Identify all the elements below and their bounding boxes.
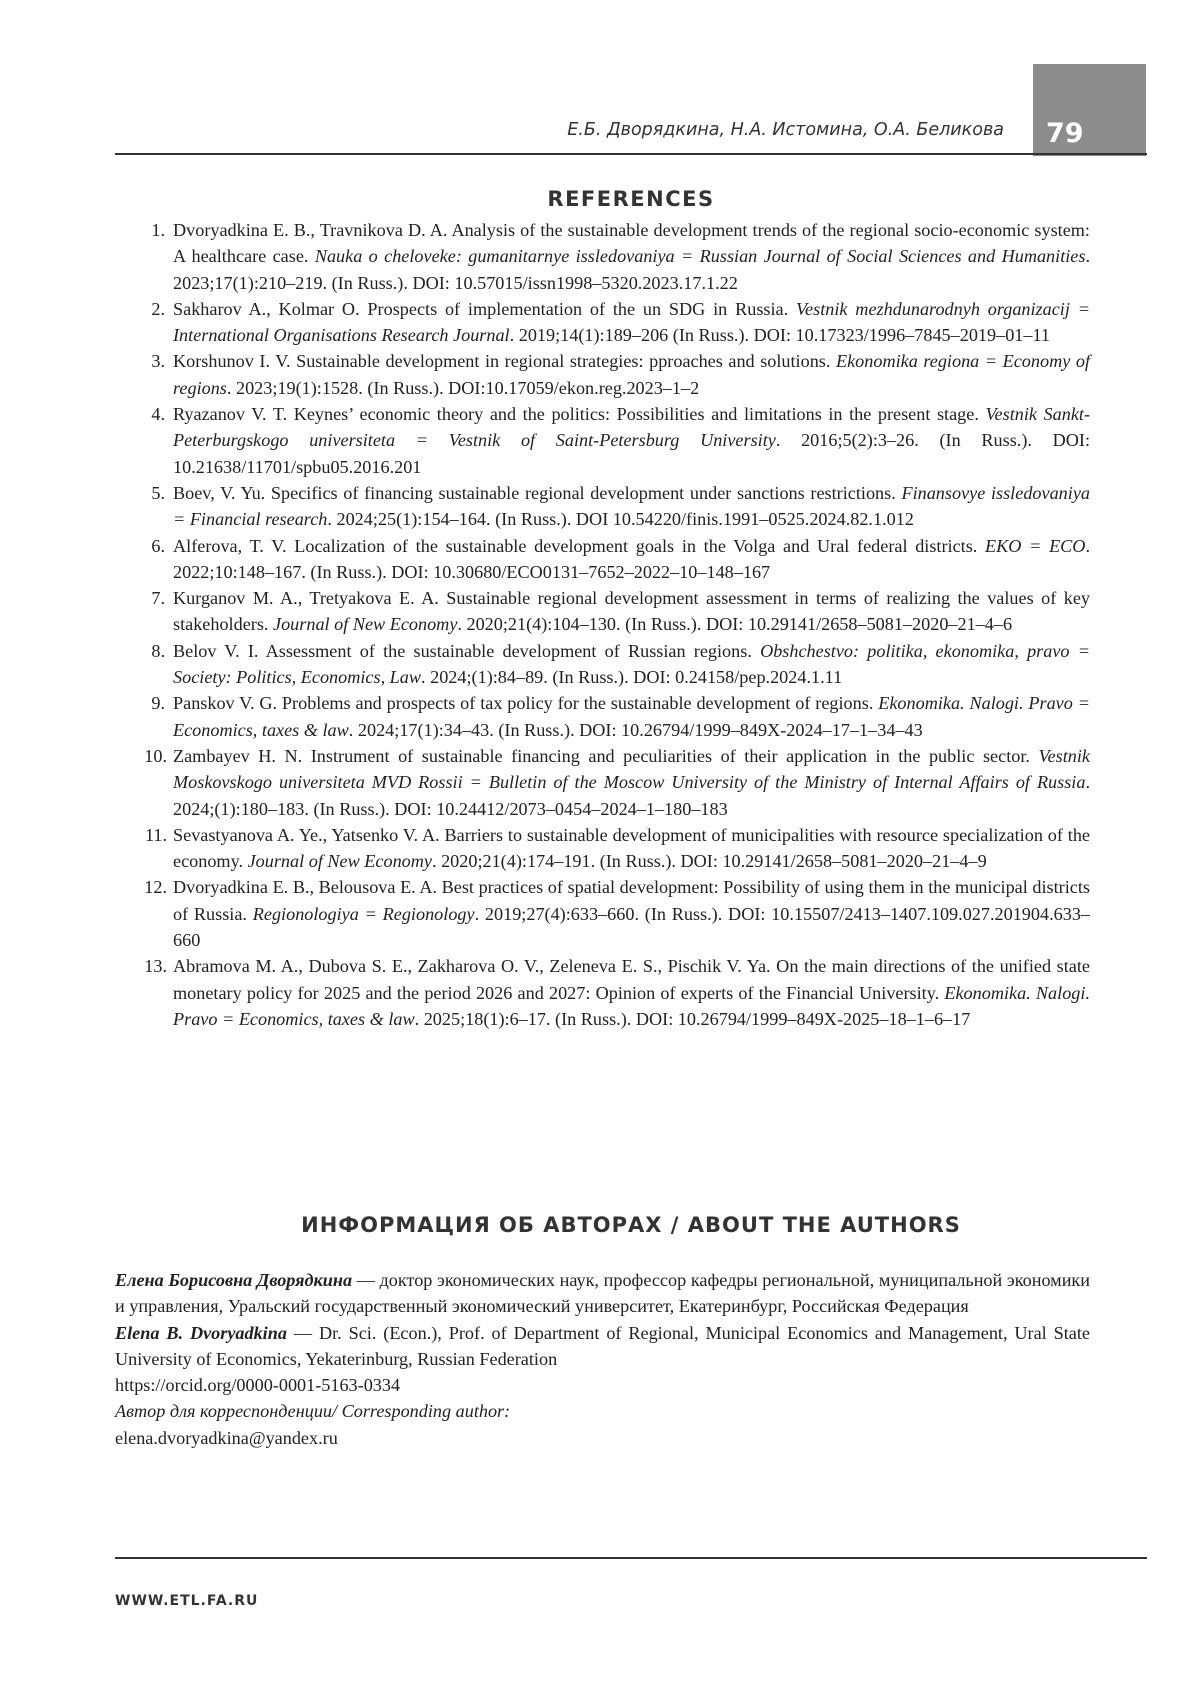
author-info	[115, 1267, 1090, 1451]
author-name-en: Elena B. Dvoryadkina	[115, 1322, 287, 1343]
footer-rule	[115, 1557, 1147, 1559]
author-bio-en: Elena B. Dvoryadkina — Dr. Sci. (Econ.), Prof. of Department of Regional, Municipal Economics and Management, Ural State University of Economics, Yekaterinburg, Russian Federation	[115, 1322, 1090, 1369]
references-list	[115, 217, 1090, 1032]
reference-item: 11. Sevastyanova A. Ye., Yatsenko V. A. Barriers to sustainable development of municipalities with resource specialization of the economy. Journal of New Economy. 2020;21(4):174–191. (In Russ.). DOI: 10.29141/2658–5081–2020–21–4–9	[144, 824, 1090, 872]
author-name-ru: Елена Борисовна Дворядкина	[115, 1270, 353, 1290]
reference-item: 3. Korshunov I. V. Sustainable development in regional strategies: pproaches and solutions. Ekonomika regiona = Economy of regions. 2023;19(1):1528. (In Russ.). DOI:10.17059/ekon.reg.2023–1–2	[151, 351, 1090, 398]
footer-site[interactable]: WWW.ETL.FA.RU	[115, 1593, 259, 1609]
reference-item: 10. Zambayev H. N. Instrument of sustainable financing and peculiarities of their application in the public sector. Vestnik Moskovskogo universiteta MVD Rossii = Bulletin of the Moscow University of the Ministry of Internal Affairs of Russia. 2024;(1):180–183. (In Russ.). DOI: 10.24412/2073–0454–2024–1–180–183	[144, 745, 1090, 819]
page-number: 79	[1046, 118, 1084, 149]
reference-item: 6. Alferova, T. V. Localization of the sustainable development goals in the Volga and Ural federal districts. EKO = ECO. 2022;10:148–167. (In Russ.). DOI: 10.30680/ECO0131–7652–2022–10–148–167	[151, 535, 1090, 582]
author-bio-ru: Елена Борисовна Дворядкина — доктор экономических наук, профессор кафедры региональной, муниципальной экономики и управления, Уральский государственный экономический университет, Екатеринбург, Российская Федерация	[115, 1270, 1090, 1317]
running-head: Е.Б. Дворядкина, Н.А. Истомина, О.А. Беликова	[567, 120, 1004, 140]
corresponding-label: Автор для корреспонденции/ Corresponding author:	[115, 1401, 511, 1422]
reference-item: 2. Sakharov A., Kolmar O. Prospects of implementation of the un SDG in Russia. Vestnik mezhdunarodnyh organizacij = International Organisations Research Journal. 2019;14(1):189–206 (In Russ.). DOI: 10.17323/1996–7845–2019–01–11	[151, 298, 1090, 346]
reference-item: 5. Boev, V. Yu. Specifics of financing sustainable regional development under sanctions restrictions. Finansovye issledovaniya = Financial research. 2024;25(1):154–164. (In Russ.). DOI 10.54220/finis.1991–0525.2024.82.1.012	[151, 482, 1090, 530]
author-email[interactable]: elena.dvoryadkina@yandex.ru	[115, 1427, 338, 1448]
reference-item: 9. Panskov V. G. Problems and prospects of tax policy for the sustainable development of regions. Ekonomika. Nalogi. Pravo = Economics, taxes & law. 2024;17(1):34–43. (In Russ.). DOI: 10.26794/1999–849X-2024–17–1–34–43	[151, 693, 1090, 740]
reference-item: 12. Dvoryadkina E. B., Belousova E. A. Best practices of spatial development: Possibility of using them in the municipal districts of Russia. Regionologiya = Regionology. 2019;27(4):633–660. (In Russ.). DOI: 10.15507/2413–1407.109.027.201904.633–660	[144, 877, 1091, 951]
header-rule	[115, 153, 1147, 155]
reference-item: 7. Kurganov M. A., Tretyakova E. A. Sustainable regional development assessment in terms of realizing the values of key stakeholders. Journal of New Economy. 2020;21(4):104–130. (In Russ.). DOI: 10.29141/2658–5081–2020–21–4–6	[151, 588, 1090, 635]
reference-item: 1. Dvoryadkina E. B., Travnikova D. A. Analysis of the sustainable development trends of the regional socio-economic system: A healthcare case. Nauka o cheloveke: gumanitarnye issledovaniya = Russian Journal of Social Sciences and Humanities. 2023;17(1):210–219. (In Russ.). DOI: 10.57015/issn1998–5320.2023.17.1.22	[151, 220, 1090, 293]
reference-item: 4. Ryazanov V. T. Keynes’ economic theory and the politics: Possibilities and limitations in the present stage. Vestnik Sankt-Peterburgskogo universiteta = Vestnik of Saint-Petersburg University. 2016;5(2):3–26. (In Russ.). DOI: 10.21638/11701/spbu05.2016.201	[151, 404, 1091, 477]
references-title: REFERENCES	[547, 187, 715, 211]
orcid-link[interactable]: https://orcid.org/0000-0001-5163-0334	[115, 1375, 401, 1396]
authors-title: ИНФОРМАЦИЯ ОБ АВТОРАХ / ABOUT THE AUTHORS	[301, 1213, 961, 1237]
reference-item: 13. Abramova M. A., Dubova S. E., Zakharova O. V., Zeleneva E. S., Pischik V. Ya. On the main directions of the unified state monetary policy for 2025 and the period 2026 and 2027: Opinion of experts of the Financial University. Ekonomika. Nalogi. Pravo = Economics, taxes & law. 2025;18(1):6–17. (In Russ.). DOI: 10.26794/1999–849X-2025–18–1–6–17	[144, 956, 1090, 1029]
reference-item: 8. Belov V. I. Assessment of the sustainable development of Russian regions. Obshchestvo: politika, ekonomika, pravo = Society: Politics, Economics, Law. 2024;(1):84–89. (In Russ.). DOI: 0.24158/pep.2024.1.11	[151, 640, 1090, 688]
